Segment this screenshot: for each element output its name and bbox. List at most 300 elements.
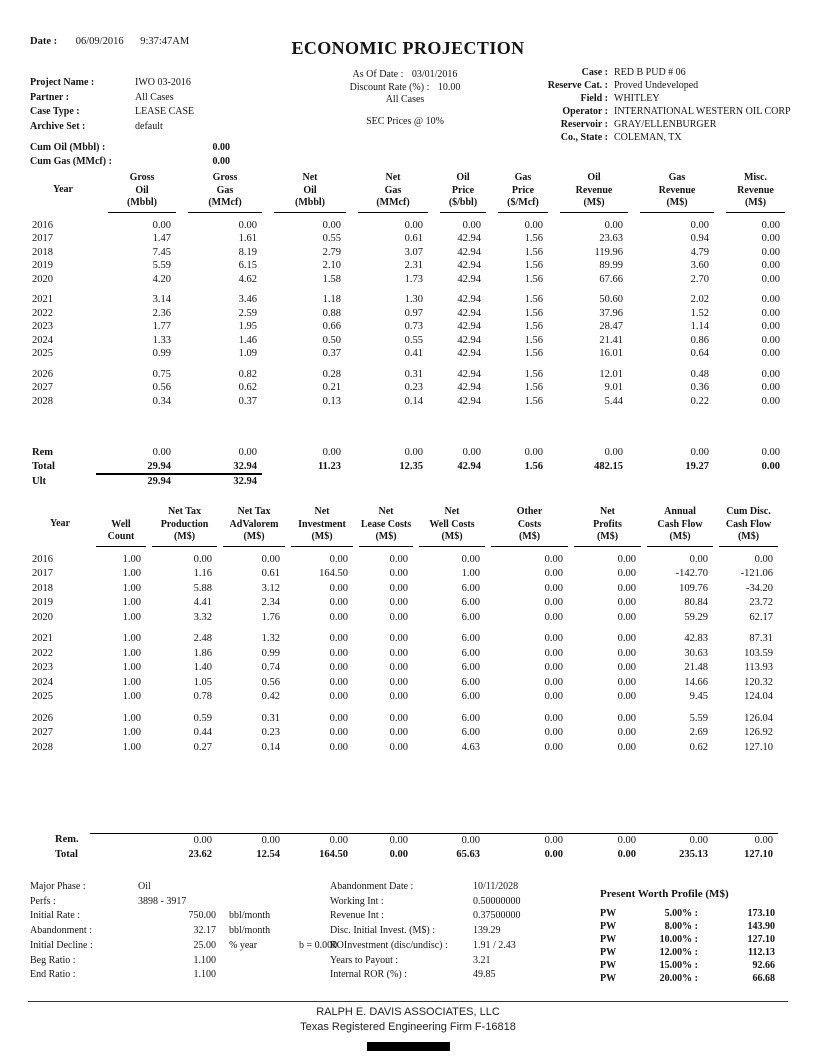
- info-row: [30, 155, 230, 169]
- cell-value: 0.00: [389, 727, 408, 738]
- table-row: [30, 246, 785, 260]
- cell-value: 6.00: [461, 712, 480, 724]
- present-worth-title: Present Worth Profile (M$): [600, 888, 729, 900]
- cell-value: 0.86: [690, 334, 709, 346]
- pw-row: [600, 972, 790, 985]
- cell-value: 235.13: [679, 849, 708, 860]
- cell-value: 0.00: [617, 691, 636, 702]
- info-label: Case :: [581, 67, 608, 78]
- column-header-text: [359, 506, 413, 547]
- cell-value: 0.00: [524, 447, 543, 458]
- sec-prices-text: SEC Prices @ 10%: [366, 115, 444, 127]
- column-header-line: Misc.: [743, 172, 768, 183]
- column-header-line: (M$): [441, 531, 463, 542]
- column-header-line: (M$): [518, 531, 541, 542]
- cell-value: -34.20: [745, 582, 773, 594]
- pw-rate: 10.00% :: [659, 934, 698, 945]
- cell-value: 0.14: [404, 395, 423, 407]
- cell-value: 1.05: [193, 676, 212, 688]
- table-row: [30, 395, 785, 409]
- info-row: [30, 968, 337, 983]
- cell-value: 0.00: [389, 662, 408, 673]
- info-label: Reservoir :: [560, 119, 608, 130]
- cell-value: 0.00: [389, 633, 408, 644]
- info-value: 0.50000000: [473, 895, 521, 907]
- table-row: [30, 661, 778, 676]
- table-row: [30, 273, 785, 287]
- cell-value: 1.32: [261, 633, 280, 644]
- cell-value: 0.00: [389, 597, 408, 608]
- cell-value: 0.00: [329, 611, 348, 623]
- cell-value: 0.73: [404, 321, 423, 332]
- cell-value: 0.00: [329, 553, 348, 565]
- cell-value: 1.56: [524, 334, 543, 346]
- cell-value: 0.00: [544, 712, 563, 724]
- cell-year: 2018: [32, 582, 53, 594]
- costs-cashflow-table: [30, 506, 778, 863]
- pw-rate: 8.00% :: [664, 921, 698, 932]
- column-header-line: Oil: [587, 172, 601, 183]
- cell-value: 124.04: [744, 691, 773, 702]
- cell-value: 120.32: [744, 676, 773, 688]
- cell-value: 42.94: [457, 348, 481, 359]
- cell-value: 0.00: [761, 233, 780, 244]
- column-header-line: ($/Mcf): [507, 197, 539, 208]
- column-header-line: (M$): [744, 197, 767, 208]
- info-label: End Ratio :: [30, 969, 76, 981]
- info-row: [30, 909, 337, 924]
- info-label: Abandonment :: [30, 925, 92, 937]
- column-header-line: Cash Flow: [657, 518, 703, 530]
- table-row: [30, 611, 778, 626]
- cell-value: 23.62: [188, 849, 212, 860]
- cell-value: 1.00: [122, 647, 141, 659]
- cell-value: 0.00: [761, 395, 780, 407]
- cell-value: 0.00: [617, 741, 636, 753]
- cell-value: 8.19: [238, 246, 257, 258]
- info-label: Disc. Initial Invest. (M$) :: [330, 925, 435, 937]
- info-row: [330, 968, 521, 983]
- cell-value: 3.14: [152, 294, 171, 305]
- info-label: Field :: [580, 93, 608, 104]
- info-value: 25.00: [193, 939, 216, 951]
- cell-value: 1.77: [152, 321, 171, 332]
- cell-value: 0.00: [641, 833, 713, 848]
- economics-parameters-block: [330, 880, 521, 983]
- info-unit: bbl/month: [229, 925, 271, 937]
- column-header: [486, 172, 548, 213]
- column-header-text: [358, 172, 428, 213]
- cell-value: 0.00: [617, 582, 636, 594]
- column-header-line: Price: [451, 184, 475, 196]
- cell-value: 0.22: [690, 395, 709, 407]
- column-header-text: [188, 172, 262, 213]
- cell-value: 2.36: [152, 307, 171, 319]
- cell-value: 12.35: [399, 461, 423, 472]
- cell-value: 0.00: [462, 219, 481, 231]
- column-header-line: Well Costs: [429, 518, 475, 530]
- cell-year: 2021: [32, 633, 53, 644]
- info-label: Years to Payout :: [330, 954, 399, 966]
- cell-value: 23.72: [749, 597, 773, 608]
- pw-label: PW: [600, 908, 617, 919]
- footer-divider: [28, 1001, 788, 1002]
- cell-value: 0.00: [389, 849, 408, 860]
- table-row: [30, 381, 785, 395]
- info-label: Perfs :: [30, 895, 56, 907]
- cell-value: 0.00: [389, 553, 408, 565]
- pw-label: PW: [600, 960, 617, 971]
- cell-value: 0.00: [761, 382, 780, 393]
- cell-year: 2024: [32, 676, 53, 688]
- cell-value: 2.34: [261, 597, 280, 608]
- cell-value: 1.18: [322, 294, 341, 305]
- column-header-line: Profits: [593, 518, 622, 530]
- cell-value: 0.00: [761, 461, 780, 472]
- info-label: Operator :: [562, 106, 608, 117]
- cell-value: 1.00: [122, 582, 141, 594]
- cell-value: 1.61: [238, 233, 257, 244]
- column-header: [641, 506, 713, 547]
- cell-value: 28.47: [599, 321, 623, 332]
- info-value: default: [135, 120, 163, 132]
- info-label: Reserve Cat. :: [547, 80, 608, 91]
- cell-value: 126.04: [744, 712, 773, 724]
- column-header-text: [223, 506, 285, 547]
- cell-value: 87.31: [749, 633, 773, 644]
- cell-value: 0.00: [617, 611, 636, 623]
- column-header-line: (M$): [375, 531, 397, 542]
- cell-value: 0.36: [690, 382, 709, 393]
- cell-value: 0.00: [544, 647, 563, 659]
- cell-value: 0.00: [238, 447, 257, 458]
- spacer-row: [30, 408, 785, 446]
- cell-value: 2.48: [193, 633, 212, 644]
- column-header-line: (M$): [243, 531, 265, 542]
- column-header: [217, 506, 285, 547]
- cell-year: 2017: [32, 568, 53, 579]
- cell-value: 1.00: [122, 553, 141, 565]
- column-header-line: (Mbbl): [295, 197, 325, 208]
- cell-value: 59.29: [684, 611, 708, 623]
- info-label: Archive Set :: [30, 120, 86, 132]
- cell-value: 0.00: [461, 553, 480, 565]
- column-header-line: (M$): [173, 531, 196, 542]
- column-header-line: (M$): [669, 531, 691, 542]
- cell-value: 29.94: [96, 474, 176, 489]
- summary-label: Rem: [32, 447, 53, 458]
- cell-value: 6.00: [461, 582, 480, 594]
- cell-value: [90, 848, 146, 863]
- info-value: 1.100: [193, 954, 216, 966]
- cell-value: 0.23: [404, 382, 423, 393]
- column-header-line: Well: [111, 518, 131, 530]
- column-header: [568, 506, 641, 547]
- column-header-line: Annual: [664, 506, 696, 517]
- cell-value: 6.00: [461, 727, 480, 738]
- column-header-text: [574, 506, 641, 547]
- column-header: [346, 172, 428, 213]
- cell-value: 0.99: [261, 647, 280, 659]
- cell-value: 0.00: [617, 647, 636, 659]
- cell-value: 0.88: [322, 307, 341, 319]
- cell-value: 0.42: [261, 691, 280, 702]
- cell-value: 0.34: [152, 395, 171, 407]
- cell-value: 19.27: [685, 461, 709, 472]
- cell-value: 1.95: [238, 321, 257, 332]
- info-row: [470, 105, 791, 118]
- cell-value: 0.55: [404, 334, 423, 346]
- cell-value: 12.54: [256, 849, 280, 860]
- column-header: [548, 172, 628, 213]
- info-value: All Cases: [135, 91, 174, 103]
- column-header: [628, 172, 714, 213]
- cell-value: 0.64: [690, 348, 709, 359]
- pw-value: 173.10: [747, 908, 775, 919]
- cell-value: 6.00: [461, 597, 480, 608]
- info-value: 3.21: [473, 954, 491, 966]
- info-label: Internal ROR (%) :: [330, 969, 407, 981]
- column-header-line: (Mbbl): [127, 197, 157, 208]
- cell-value: [548, 474, 628, 489]
- cell-value: 50.60: [599, 294, 623, 305]
- column-header: [30, 172, 96, 213]
- cell-value: 0.66: [322, 321, 341, 332]
- column-header-line: (M$): [737, 531, 760, 542]
- cell-value: 0.61: [404, 233, 423, 244]
- cell-value: 0.00: [544, 582, 563, 594]
- column-header-line: Revenue: [737, 184, 774, 196]
- cell-value: 0.00: [329, 633, 348, 644]
- cell-value: 37.96: [599, 307, 623, 319]
- cell-value: 14.66: [684, 676, 708, 688]
- column-header: [714, 172, 785, 213]
- cell-value: 0.00: [353, 833, 413, 848]
- cell-value: 0.00: [617, 568, 636, 579]
- info-row: [330, 954, 521, 969]
- cell-value: 4.41: [193, 597, 212, 608]
- cell-value: 3.12: [261, 582, 280, 594]
- cell-value: 0.50: [322, 334, 341, 346]
- cell-value: 1.56: [524, 348, 543, 359]
- spacer-cell: [30, 625, 778, 632]
- info-label: Project Name :: [30, 77, 95, 88]
- column-header-text: [108, 172, 176, 213]
- cell-value: 0.94: [690, 233, 709, 244]
- cell-value: 4.63: [461, 741, 480, 753]
- info-row: [30, 895, 337, 910]
- info-row: [330, 909, 521, 924]
- cell-value: 0.00: [544, 597, 563, 608]
- info-row: [30, 939, 337, 954]
- cell-year: 2026: [32, 712, 53, 724]
- pw-row: [600, 920, 790, 933]
- cell-value: 0.00: [761, 219, 780, 231]
- pw-rate: 15.00% :: [659, 960, 698, 971]
- column-header-line: Net: [385, 172, 401, 183]
- column-header-line: Net: [314, 506, 330, 517]
- column-header-line: Oil: [456, 172, 470, 183]
- summary-label: Rem.: [55, 834, 79, 846]
- info-row: [330, 880, 521, 895]
- summary-row: [30, 474, 785, 489]
- cell-value: 1.56: [524, 461, 543, 472]
- date-label: Date :: [30, 36, 58, 47]
- cell-value: 11.23: [317, 461, 341, 472]
- info-value: Oil: [138, 881, 151, 892]
- cell-value: 2.59: [238, 307, 257, 319]
- info-label: Beg Ratio :: [30, 954, 76, 966]
- table-row: [30, 347, 785, 361]
- cell-value: 0.00: [761, 368, 780, 380]
- summary-row: [30, 446, 785, 460]
- cell-value: 0.00: [389, 568, 408, 579]
- cell-value: 0.00: [329, 727, 348, 738]
- cell-value: 0.00: [404, 447, 423, 458]
- column-header-text: [30, 184, 96, 213]
- cell-value: 1.58: [322, 273, 341, 285]
- date-value: 06/09/2016: [75, 36, 124, 47]
- column-header-line: Revenue: [658, 184, 696, 196]
- cell-value: 1.00: [122, 568, 141, 579]
- cell-value: 2.69: [689, 727, 708, 738]
- cell-value: 5.59: [152, 260, 171, 271]
- cell-value: 0.00: [761, 348, 780, 359]
- cell-value: 0.00: [761, 294, 780, 305]
- as-of-date-value: 03/01/2016: [411, 69, 458, 80]
- cell-value: 4.79: [690, 246, 709, 258]
- cell-year: 2016: [32, 553, 53, 565]
- cell-year: 2020: [32, 611, 53, 623]
- table-row: [30, 232, 785, 246]
- column-header: [30, 506, 90, 547]
- column-header-line: (M$): [596, 531, 619, 542]
- column-header-line: Oil: [135, 184, 149, 196]
- column-header-text: [274, 172, 346, 213]
- cell-value: 42.94: [457, 368, 481, 380]
- pw-value: 92.66: [752, 960, 775, 971]
- cell-value: 0.00: [761, 447, 780, 458]
- info-label: Working Int :: [330, 895, 384, 907]
- info-value: 1.100: [193, 969, 216, 981]
- column-header-line: Cash Flow: [725, 518, 772, 530]
- cell-value: [428, 474, 486, 489]
- cell-value: 3.07: [404, 246, 423, 258]
- cell-value: 1.56: [524, 395, 543, 407]
- info-row: [30, 120, 194, 135]
- cell-year: 2027: [32, 727, 53, 738]
- table-row: [30, 567, 778, 582]
- cell-value: [628, 474, 714, 489]
- cell-value: 1.33: [152, 334, 171, 346]
- cell-value: 80.84: [684, 597, 708, 608]
- cell-value: 6.00: [461, 662, 480, 673]
- column-header: [413, 506, 485, 547]
- cell-value: 0.41: [404, 348, 423, 359]
- info-value: WHITLEY: [614, 93, 660, 104]
- info-row: [30, 141, 230, 155]
- footer-page-marker-bar: [367, 1042, 450, 1051]
- info-value: 1.91 / 2.43: [473, 939, 516, 951]
- cell-value: 1.46: [238, 334, 257, 346]
- cell-value: 0.31: [404, 368, 423, 380]
- info-row: [30, 880, 337, 895]
- cell-value: 1.00: [122, 611, 141, 623]
- cell-value: 1.00: [122, 727, 141, 738]
- cell-value: 29.94: [147, 460, 171, 472]
- cell-year: 2027: [32, 382, 53, 393]
- cell-value: 0.00: [389, 676, 408, 688]
- cell-value: 0.00: [761, 307, 780, 319]
- cell-value: 1.56: [524, 382, 543, 393]
- table-row: [30, 553, 778, 568]
- column-header-line: Production: [160, 518, 209, 530]
- cell-value: 1.56: [524, 307, 543, 319]
- cell-year: 2026: [32, 368, 53, 380]
- cell-value: 1.56: [524, 260, 543, 271]
- column-header-text: [719, 506, 778, 547]
- cell-value: 2.70: [690, 273, 709, 285]
- cell-value: 0.00: [761, 334, 780, 346]
- column-header-line: Other: [516, 506, 543, 517]
- cell-value: 0.00: [617, 849, 636, 860]
- cell-value: 23.63: [599, 233, 623, 244]
- info-value: 10/11/2028: [473, 881, 519, 892]
- table-row: [30, 741, 778, 756]
- cell-value: 0.00: [713, 833, 778, 848]
- cell-value: 0.00: [389, 712, 408, 724]
- pw-rate: 20.00% :: [659, 973, 698, 984]
- cell-value: 32.94: [176, 474, 262, 489]
- cell-value: 1.14: [690, 321, 709, 332]
- cell-value: 65.63: [456, 849, 480, 860]
- spacer-row: [30, 286, 785, 293]
- cell-value: 4.20: [152, 273, 171, 285]
- cell-value: 4.62: [238, 273, 257, 285]
- column-header-text: [491, 506, 568, 547]
- spacer-cell: [30, 408, 785, 446]
- column-header-text: [647, 506, 713, 547]
- info-value: GRAY/ELLENBURGER: [614, 119, 717, 130]
- cell-value: 0.48: [690, 368, 709, 380]
- table-header-row: [30, 506, 778, 547]
- cell-value: 21.48: [684, 662, 708, 673]
- footer-company-name: RALPH E. DAVIS ASSOCIATES, LLC: [316, 1006, 500, 1018]
- cell-year: 2025: [32, 691, 53, 702]
- cell-value: 0.00: [604, 219, 623, 231]
- cell-value: 0.00: [544, 553, 563, 565]
- cell-value: 6.15: [238, 260, 257, 271]
- summary-row: [30, 848, 778, 863]
- cell-value: 0.00: [544, 568, 563, 579]
- summary-label: Total: [32, 461, 55, 472]
- cell-value: 0.00: [689, 553, 708, 565]
- cell-year: 2022: [32, 307, 53, 319]
- column-header-line: Net Tax: [167, 506, 202, 517]
- cell-year: 2023: [32, 662, 53, 673]
- column-header-text: [291, 506, 353, 547]
- cell-value: 0.78: [193, 691, 212, 702]
- cell-year: 2021: [32, 294, 53, 305]
- cell-value: 0.00: [617, 712, 636, 724]
- cell-value: 1.56: [524, 273, 543, 285]
- info-row: [30, 76, 194, 91]
- cell-value: 1.52: [690, 307, 709, 319]
- info-value: 0.00: [212, 156, 230, 167]
- cell-value: [90, 833, 146, 848]
- cell-value: 0.28: [322, 368, 341, 380]
- info-unit: bbl/month: [229, 910, 271, 922]
